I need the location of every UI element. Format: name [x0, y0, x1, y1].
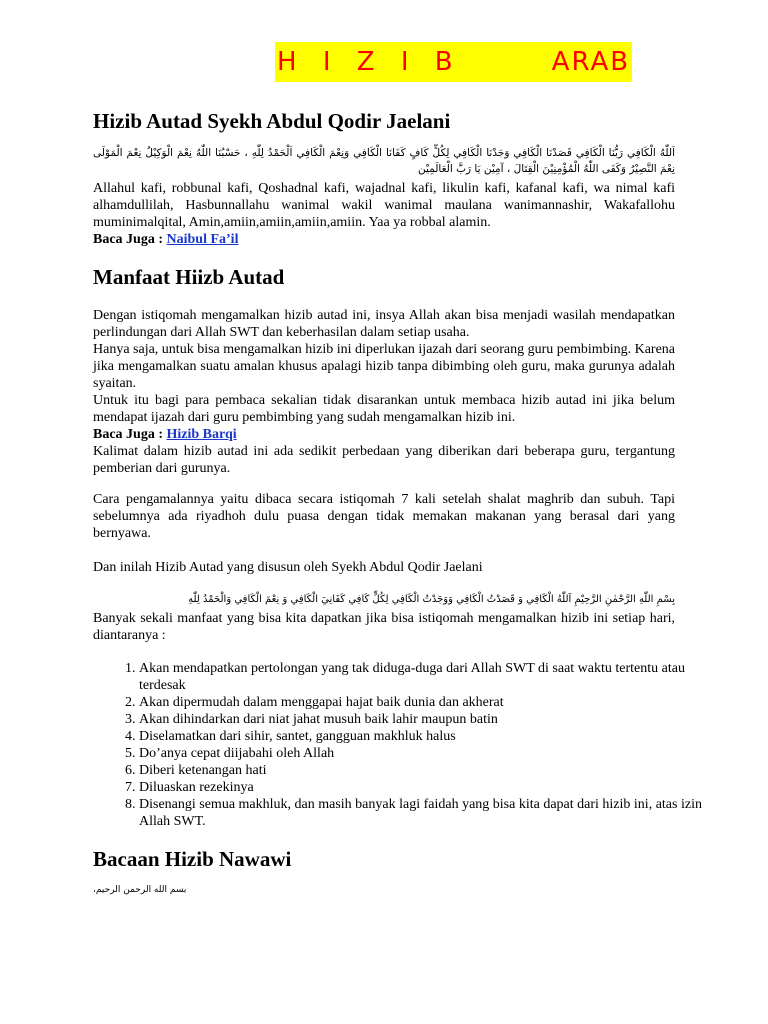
- paragraph-7: Banyak sekali manfaat yang bisa kita dapatkan jika bisa istiqomah mengamalkan hizib ini setiap hari, diantaranya :: [93, 611, 675, 643]
- paragraph-3: Untuk itu bagi para pembaca sekalian tidak disarankan untuk membaca hizib autad ini jika belum mendapat ijazah dari guru pembimbing yang sudah mengamalkan hizib ini.: [93, 393, 675, 425]
- heading-manfaat-hizib-autad: Manfaat Hiizb Autad: [93, 265, 285, 289]
- baca-juga-1: [93, 231, 675, 248]
- link-hizib-barqi[interactable]: Hizib Barqi: [166, 427, 237, 442]
- list-item: 8. Disenangi semua makhluk, dan masih banyak lagi faidah yang bisa kita dapat dari hizib ini, atas izin Allah SWT.: [139, 796, 721, 830]
- paragraph-5: Cara pengamalannya yaitu dibaca secara istiqomah 7 kali setelah shalat maghrib dan subuh. Tapi sebelumnya ada riyadhoh dulu puasa dengan tidak memakan makanan yang berasal dari yang bernyawa.: [93, 492, 675, 541]
- heading-hizib-autad: Hizib Autad Syekh Abdul Qodir Jaelani: [93, 109, 451, 133]
- arabic-basmalah: بسم الله الرحمن الرحيم،: [93, 885, 187, 895]
- arabic-text-hizib-autad: اَللّٰهُ الْكَافِي رَبُّنَا الْكَافِي قَصَدْنَا الْكَافِي وَجَدْنَا الْكَافِي لِكُلٍّ كَافٍ كَفَانَا الْكَافِي وَنِعْمَ الْكَافِي اَلْحَمْدُ لِلّٰهِ ، حَسْبُنَا اللّٰهُ نِعْمَ الْوَكِيْلُ نِعْمَ الْمَوْلَى نِعْمَ النَّصِيْرُ وَكَفَى اللّٰهُ الْمُؤْمِنِيْنَ الْقِتَالَ ، آمِيْن يَا رَبَّ الْعَالَمِيْن: [93, 147, 675, 175]
- paragraph-2: Hanya saja, untuk bisa mengamalkan hizib ini diperlukan ijazah dari seorang guru pembimbing. Karena jika mengamalkan suatu amalan khusus apalagi hizib tanpa dibimbing oleh guru, maka gurunya adalah syaitan.: [93, 342, 675, 391]
- title-banner: [275, 42, 632, 82]
- latin-transliteration: Allahul kafi, robbunal kafi, Qoshadnal kafi, wajadnal kafi, likulin kafi, kafanal kafi, wa nimal kafi alhamdullilah, Hasbunnallahu wanimal wakil wanimal maulana wanimannashir, Wakafallohu muminimalqital, Amin,amiin,amiin,amiin,amiin. Yaa ya robbal alamin.: [93, 181, 675, 230]
- baca-juga-label: Baca Juga :: [93, 427, 167, 442]
- list-item: 6. Diberi ketenangan hati: [139, 762, 721, 779]
- heading-bacaan-hizib-nawawi: Bacaan Hizib Nawawi: [93, 847, 292, 871]
- arabic-text-hizib-autad-2: بِسْمِ اللّٰهِ الرَّحْمٰنِ الرَّحِيْمِ اَللّٰهُ الْكَافِي وَ قَصَدْتُ الْكَافِي وَوَجَدْتُ الْكَافِي لِكُلٍّ كَافِي كَفَانِيَ الْكَافِي وَ نِعْمَ الْكَافِي وَالْحَمْدُ لِلّٰهِ: [188, 594, 675, 605]
- list-item: 3. Akan dihindarkan dari niat jahat musuh baik lahir maupun batin: [139, 711, 721, 728]
- list-item: 5. Do’anya cepat diijabahi oleh Allah: [139, 745, 721, 762]
- paragraph-4: Kalimat dalam hizib autad ini ada sedikit perbedaan yang diberikan dari beberapa guru, tergantung pemberian dari gurunya.: [93, 444, 675, 476]
- list-item: 7. Diluaskan rezekinya: [139, 779, 721, 796]
- link-naibul-fail[interactable]: Naibul Fa’il: [166, 232, 239, 247]
- section2-text: [93, 307, 675, 477]
- baca-juga-2: [93, 426, 675, 443]
- benefits-list: [93, 660, 721, 830]
- list-item: 1. Akan mendapatkan pertolongan yang tak diduga-duga dari Allah SWT di saat waktu tertentu atau terdesak: [139, 660, 721, 694]
- list-item: 2. Akan dipermudah dalam menggapai hajat baik dunia dan akherat: [139, 694, 721, 711]
- document-title: H I Z I B ARAB: [275, 42, 632, 82]
- list-item: 4. Diselamatkan dari sihir, santet, gangguan makhluk halus: [139, 728, 721, 745]
- section1-text: [93, 180, 675, 248]
- paragraph-6: Dan inilah Hizib Autad yang disusun oleh Syekh Abdul Qodir Jaelani: [93, 560, 483, 575]
- paragraph-1: Dengan istiqomah mengamalkan hizib autad ini, insya Allah akan bisa menjadi wasilah mendapatkan perlindungan dari Allah SWT dan keberhasilan dalam setiap usaha.: [93, 308, 675, 340]
- baca-juga-label: Baca Juga :: [93, 232, 167, 247]
